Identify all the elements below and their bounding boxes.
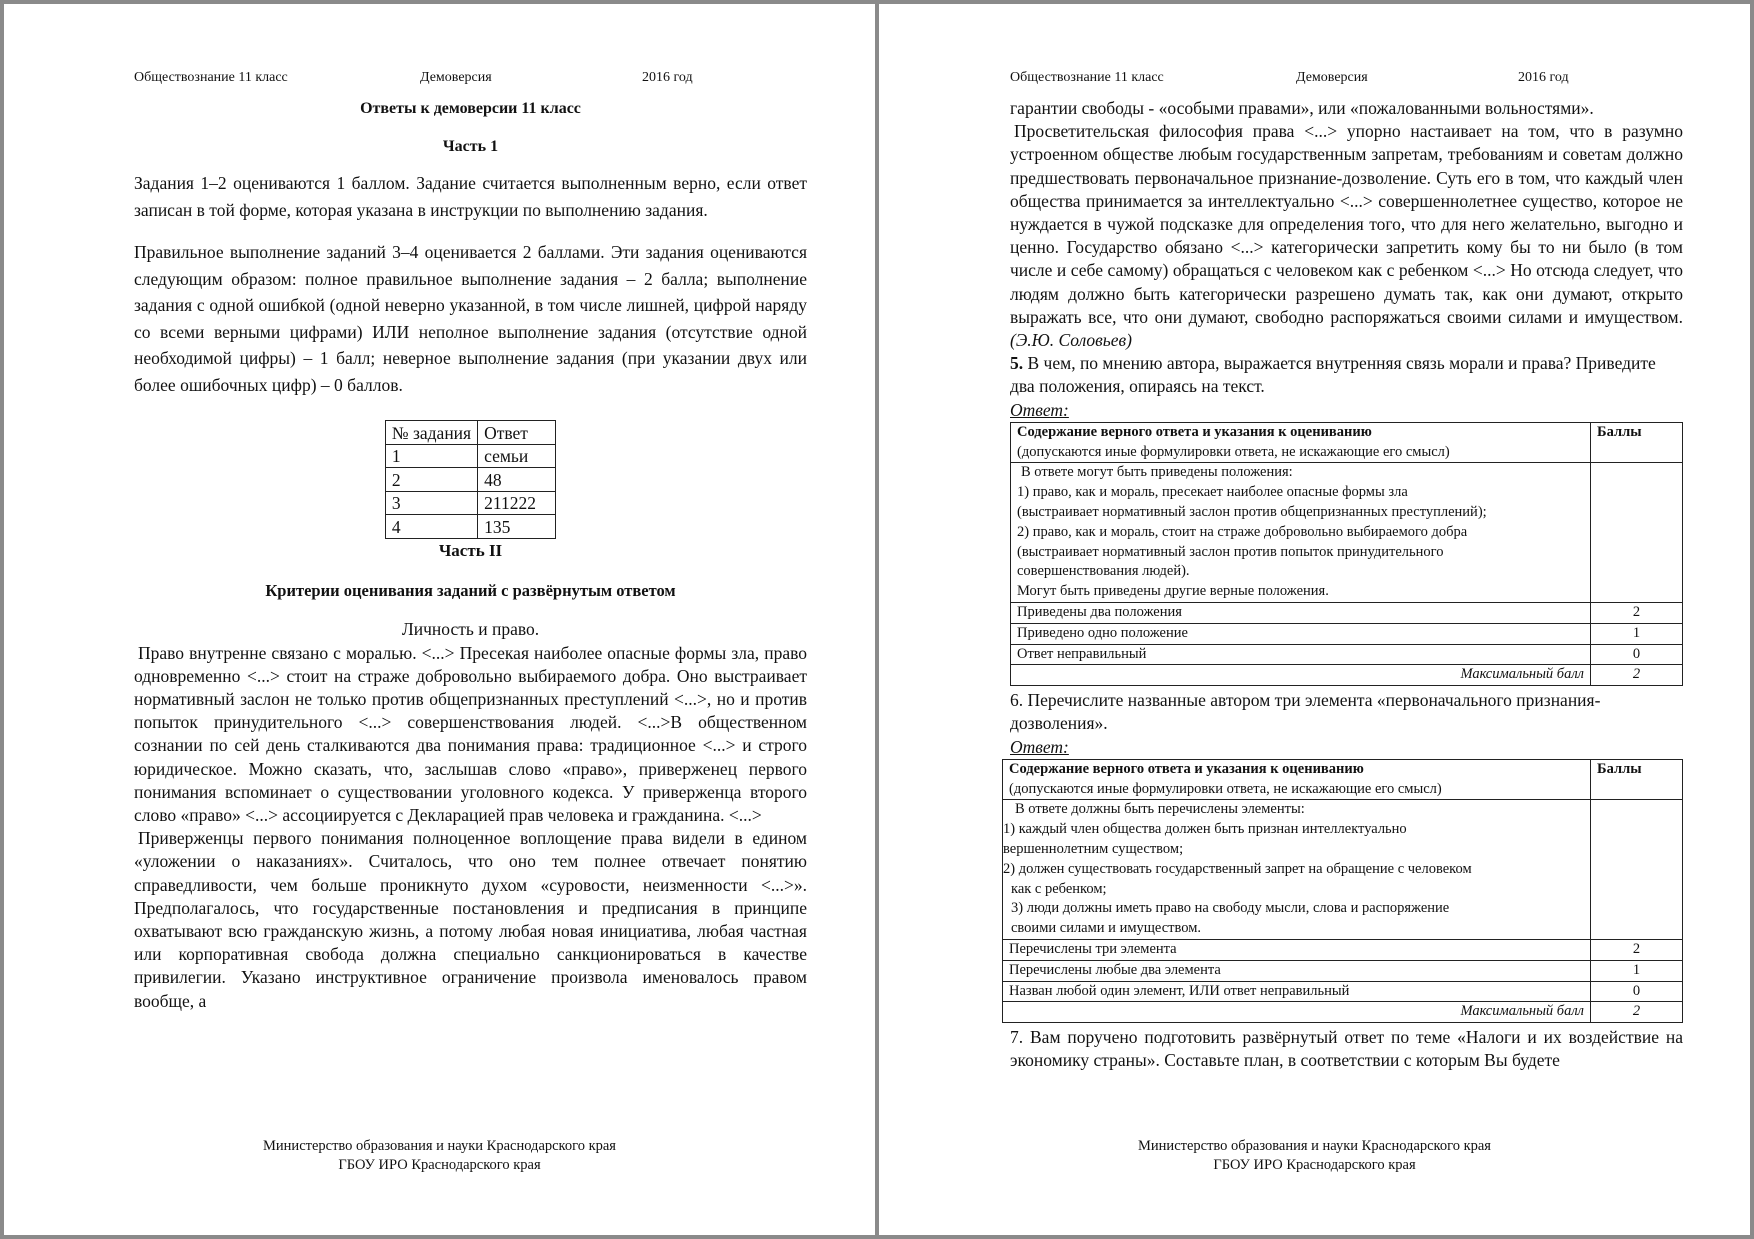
table-row [1011,644,1683,665]
part1-heading: Часть 1 [442,138,499,156]
answers-header-answer: Ответ [478,421,556,445]
header-main: Содержание верного ответа и указания к оцениванию [1009,760,1364,777]
table-header [1011,422,1591,463]
cell: Приведены два положения [1011,603,1591,624]
question-text: В чем, по мнению автора, выражается внутренняя связь морали и права? Приведите два положения, опираясь на текст. [1010,353,1656,397]
line: (выстраивает нормативный заслон против общепризнанных преступлений); [1017,504,1487,521]
page-footer [879,1137,1750,1175]
max-score: 2 [1591,1002,1683,1023]
header-sub: (допускаются иные формулировки ответа, не искажающие его смысл) [1017,443,1450,460]
header-year: 2016 год [642,70,693,85]
cell: Назван любой один элемент, ИЛИ ответ неправильный [1003,981,1591,1002]
line: В ответе должны быть перечислены элементы: [1015,801,1305,818]
cell: семьи [478,444,556,468]
header-subject: Обществознание 11 класс [1010,70,1164,85]
answers-table [385,420,556,539]
text-title: Личность и право. [401,619,540,640]
line: В ответе могут быть приведены положения: [1021,464,1293,481]
cell: Перечислены три элемента [1003,939,1591,960]
cell: Ответ неправильный [1011,644,1591,665]
page-title: Ответы к демоверсии 11 класс [360,100,581,117]
score: 2 [1591,603,1683,624]
table-row [1011,665,1683,686]
scoring-paragraph-1: Задания 1–2 оцениваются 1 баллом. Задание считается выполненным верно, если ответ записан в той форме, которая указана в инструкции по выполнению задания. [134,173,807,220]
header-type: Демоверсия [1296,70,1368,85]
source-text-3 [1010,120,1683,352]
cell: 135 [478,515,556,539]
header-type: Демоверсия [420,70,492,85]
right-page [879,4,1750,1235]
source-text-2: Приверженцы первого понимания полноценное воплощение права видели в едином «уложении о наказаниях». Считалось, что оно тем полнее отвечает понятию справедливости, чем больше проникнуто духом «суровости, неизменности <...>». Предполагалось, что государственные постановления и предписания в принципе охватывают всю гражданскую жизнь, а потому любая новая инициатива, любая частная или корпоративная свобода должна специально санкционироваться в качестве привилегии. Указано инструктивное ограничение произвола именовалось правом вообще, а [134,828,807,1011]
line: совершенствования людей). [1017,563,1190,580]
table-row [1003,1002,1683,1023]
max-score-label: Максимальный балл [1011,665,1591,686]
question-5 [1010,352,1683,398]
criteria-heading: Критерии оценивания заданий с развёрнутым ответом [265,581,676,601]
source-text-continued: гарантии свободы - «особыми правами», или «пожалованными вольностями». [1010,98,1594,118]
answer-content [1011,463,1591,603]
question-6: 6. Перечислите названные автором три элемента «первоначального признания-дозволения». [1010,690,1601,734]
table-row [385,491,555,515]
header-subject: Обществознание 11 класс [134,70,288,85]
cell: Приведено одно положение [1011,623,1591,644]
answer-label: Ответ: [1010,736,1069,757]
cell: 1 [385,444,477,468]
table-row [1003,960,1683,981]
footer-line-1: Министерство образования и науки Краснодарского края [1138,1138,1491,1154]
line: как с ребенком; [1011,880,1107,897]
answer-label: Ответ: [1010,399,1069,420]
author: (Э.Ю. Соловьев) [1010,330,1132,351]
question-7: 7. Вам поручено подготовить развёрнутый ответ по теме «Налоги и их воздействие на экономику страны». Составьте план, в соответствии с которым Вы будете [1010,1027,1683,1071]
line: вершеннолетним существом; [1003,841,1184,857]
answer-content [1003,800,1591,940]
score: 1 [1591,960,1683,981]
cell: 4 [385,515,477,539]
score: 1 [1591,623,1683,644]
max-score-label: Максимальный балл [1003,1002,1591,1023]
table-row [1003,981,1683,1002]
footer-line-2: ГБОУ ИРО Краснодарского края [1213,1157,1416,1173]
table-row [1003,939,1683,960]
table-row [1011,623,1683,644]
max-score: 2 [1591,665,1683,686]
table-row [385,444,555,468]
line: 2) должен существовать государственный запрет на обращение с человеком [1003,860,1472,877]
table-header [1003,759,1591,800]
footer-line-2: ГБОУ ИРО Краснодарского края [338,1157,541,1173]
header-sub: (допускаются иные формулировки ответа, не искажающие его смысл) [1009,780,1442,797]
source-text-1: Право внутренне связано с моралью. <...> Пресекая наиболее опасные формы зла, право одновременно <...> стоит на страже добровольно выбираемого добра. Оно выстраивает нормативный заслон не только против общепризнанных преступлений <...>, но и против попыток принудительного <...> совершенствования людей. <...>В общественном сознании по сей день сталкиваются два понимания права: традиционное <...> и строго юридическое. Можно сказать, что, заслышав слово «право», приверженец первого понимания вспоминает о существовании уголовного кодекса. У приверженца второго слово «право» <...> ассоциируется с Декларацией прав человека и гражданина. <...> [134,642,807,825]
cell: Перечислены любые два элемента [1003,960,1591,981]
line: 3) люди должны иметь право на свободу мысли, слова и распоряжение [1011,900,1450,917]
scoring-paragraph-2: Правильное выполнение заданий 3–4 оценивается 2 баллами. Эти задания оцениваются следующим образом: полное правильное выполнение задания – 2 балла; выполнение задания с одной ошибкой (одной неверно указанной, в том числе лишней, цифрой наряду со всеми верными цифрами) ИЛИ неполное выполнение задания (отсутствие одной необходимой цифры) – 1 балл; неверное выполнение задания (при указании двух или более ошибочных цифр) – 0 баллов. [134,242,807,395]
cell: 3 [385,491,477,515]
table-row [1011,603,1683,624]
score: 0 [1591,644,1683,665]
table-row [385,515,555,539]
score: 0 [1591,981,1683,1002]
score-header: Баллы [1591,422,1683,463]
criteria-table-6 [1002,759,1683,1023]
answers-header-number: № задания [385,421,477,445]
cell: 48 [478,468,556,492]
table-row [385,468,555,492]
criteria-table-5 [1010,422,1683,686]
line: 1) каждый член общества должен быть признан интеллектуально [1003,821,1407,838]
header-main: Содержание верного ответа и указания к оцениванию [1017,423,1372,440]
line: 1) право, как и мораль, пресекает наиболее опасные формы зла [1017,484,1408,501]
empty-cell [1591,463,1683,603]
page-footer [4,1137,875,1175]
line: 2) право, как и мораль, стоит на страже добровольно выбираемого добра [1017,523,1468,540]
cell: 211222 [478,491,556,515]
part2-heading: Часть II [438,540,503,560]
score-header: Баллы [1591,759,1683,800]
header-year: 2016 год [1518,70,1569,85]
line: своими силами и имуществом. [1011,920,1202,937]
footer-line-1: Министерство образования и науки Краснодарского края [263,1138,616,1154]
cell: 2 [385,468,477,492]
line: (выстраивает нормативный заслон против попыток принудительного [1017,543,1444,560]
question-number: 5. [1010,353,1024,374]
source-text-body: Просветительская философия права <...> упорно настаивает на том, что в разумно устроенном обществе любым государственным запретам, требованиям и советам должно предшествовать первоначальное признание-дозволение. Суть его в том, что каждый член общества принимается за интеллектуально <...> совершеннолетнее существо, которое не нуждается в чужой подсказке для определения того, что для него желательно, выгодно и ценно. Государство обязано <...> категорически запретить кому бы то ни было (в том числе и себе самому) обращаться с человеком как с ребенком <...> Но отсюда следует, что людям должно быть категорически разрешено думать так, как они думают, открыто выражать все, что они думают, свободно распоряжаться своими силами и имуществом. [1010,121,1683,327]
empty-cell [1591,800,1683,940]
left-page [4,4,875,1235]
line: Могут быть приведены другие верные положения. [1017,583,1329,600]
score: 2 [1591,939,1683,960]
